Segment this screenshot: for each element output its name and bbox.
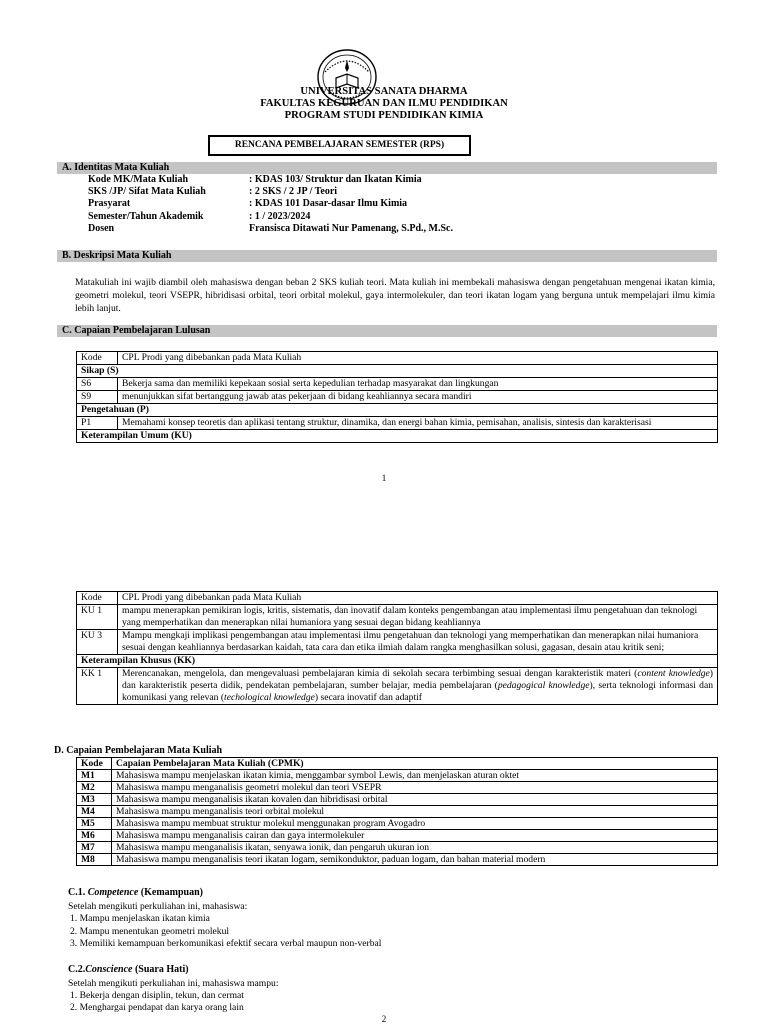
- competence-intro: Setelah mengikuti perkuliahan ini, mahasiswa:: [68, 901, 248, 912]
- table-row: [77, 430, 718, 443]
- table-row: Kode Capaian Pembelajaran Mata Kuliah (CPMK): [77, 758, 718, 770]
- cpl-table-1: [76, 351, 718, 443]
- table-row: M8 Mahasiswa mampu menganalisis teori ikatan logam, semikonduktor, paduan logam, dan bahan material modern: [77, 854, 718, 866]
- section-d-title: D. Capaian Pembelajaran Mata Kuliah: [54, 745, 223, 756]
- table-row: M2 Mahasiswa mampu menganalisis geometri molekul dan teori VSEPR: [77, 782, 718, 794]
- table-row: [77, 404, 718, 417]
- group-pengetahuan: Pengetahuan (P): [77, 404, 718, 417]
- table-row: Kode CPL Prodi yang dibebankan pada Mata Kuliah: [77, 592, 718, 605]
- list-item: 2. Mampu menentukan geometri molekul: [70, 926, 230, 937]
- table-row: P1 Memahami konsep teoretis dan aplikasi tentang struktur, dinamika, dan energi bahan kimia, pemisahan, analisis, sintesis dan karakterisasi: [77, 417, 718, 430]
- table-row: M4 Mahasiswa mampu menganalisis teori orbital molekul: [77, 806, 718, 818]
- list-item: 3. Memiliki kemampuan berkomunikasi efektif secara verbal maupun non-verbal: [70, 938, 382, 949]
- group-keterampilan-umum: Keterampilan Umum (KU): [77, 430, 718, 443]
- identity-row: Prasyarat : KDAS 101 Dasar-dasar Ilmu Kimia: [88, 198, 408, 210]
- table-row: Kode CPL Prodi yang dibebankan pada Mata Kuliah: [77, 352, 718, 365]
- identity-row: Dosen Fransisca Ditawati Nur Pamenang, S.Pd., M.Sc.: [88, 222, 453, 234]
- table-row: KU 3 Mampu mengkaji implikasi pengembangan atau implementasi ilmu pengetahuan dan teknologi yang memperhatikan dan menerapkan nilai humaniora sesuai dengan keahliannya berdasarkan kaidah, tata cara dan etika ilmiah dalam rangka menghasilkan solusi, gagasan, desain atau kritik seni;: [77, 630, 718, 655]
- competence-heading: C.1. Competence (Kemampuan): [68, 887, 204, 898]
- page-number: 1: [381, 473, 387, 483]
- list-item: 1. Mampu menjelaskan ikatan kimia: [70, 913, 210, 924]
- section-c-band: [57, 325, 717, 337]
- section-c-title: C. Capaian Pembelajaran Lulusan: [62, 325, 211, 336]
- document-title-box: RENCANA PEMBELAJARAN SEMESTER (RPS): [208, 135, 471, 156]
- table-row: M7 Mahasiswa mampu menganalisis ikatan, senyawa ionik, dan pengaruh ukuran ion: [77, 842, 718, 854]
- section-a-band: [57, 162, 717, 174]
- conscience-intro: Setelah mengikuti perkuliahan ini, mahasiswa mampu:: [68, 978, 279, 989]
- group-keterampilan-khusus: Keterampilan Khusus (KK): [77, 655, 718, 668]
- identity-row: SKS /JP/ Sifat Mata Kuliah : 2 SKS / 2 JP / Teori: [88, 186, 338, 198]
- table-row: M1 Mahasiswa mampu menjelaskan ikatan kimia, menggambar symbol Lewis, dan menjelaskan aturan oktet: [77, 770, 718, 782]
- table-row: KU 1 mampu menerapkan pemikiran logis, kritis, sistematis, dan inovatif dalam konteks pengembangan atau implementasi ilmu pengetahuan dan teknologi yang memperhatikan dan menerapkan nilai humaniora yang sesuai degan bidang keahliannya: [77, 605, 718, 630]
- kk1-description: Merencanakan, mengelola, dan mengevaluasi pembelajaran kimia di sekolah secara terbimbing sesuai dengan karakteristik materi (content knowledge) dan karakteristik peserta didik, pendekatan pembelajaran, sumber belajar, media pembelajaran (pedagogical knowledge), serta teknologi informasi dan komunikasi yang relevan (techological knowledge) secara inovatif dan adaptif: [118, 668, 718, 705]
- program-name: PROGRAM STUDI PENDIDIKAN KIMIA: [284, 110, 484, 121]
- cpl-table-2: [76, 591, 718, 705]
- cpmk-table: [76, 757, 718, 866]
- table-row: KK 1 Merencanakan, mengelola, dan mengevaluasi pembelajaran kimia di sekolah secara terbimbing sesuai dengan karakteristik materi (content knowledge) dan karakteristik peserta didik, pendekatan pembelajaran, sumber belajar, media pembelajaran (pedagogical knowledge), serta teknologi informasi dan komunikasi yang relevan (techological knowledge) secara inovatif dan adaptif: [77, 668, 718, 705]
- group-sikap: Sikap (S): [77, 365, 718, 378]
- identity-row: Semester/Tahun Akademik : 1 / 2023/2024: [88, 210, 311, 222]
- conscience-heading: C.2.Conscience (Suara Hati): [68, 964, 189, 975]
- faculty-name: FAKULTAS KEGURUAN DAN ILMU PENDIDIKAN: [260, 98, 508, 109]
- section-b-title: B. Deskripsi Mata Kuliah: [62, 250, 172, 261]
- table-row: M3 Mahasiswa mampu menganalisis ikatan kovalen dan hibridisasi orbital: [77, 794, 718, 806]
- table-row: S6 Bekerja sama dan memiliki kepekaan sosial serta kepedulian terhadap masyarakat dan lingkungan: [77, 378, 718, 391]
- table-row: M5 Mahasiswa mampu membuat struktur molekul menggunakan program Avogadro: [77, 818, 718, 830]
- identity-row: Kode MK/Mata Kuliah : KDAS 103/ Struktur dan Ikatan Kimia: [88, 174, 422, 185]
- section-b-band: [57, 250, 717, 262]
- list-item: 2. Menghargai pendapat dan karya orang lain: [70, 1002, 244, 1013]
- table-row: M6 Mahasiswa mampu menganalisis cairan dan gaya intermolekuler: [77, 830, 718, 842]
- page-number: 2: [381, 1014, 387, 1024]
- list-item: 1. Bekerja dengan disiplin, tekun, dan cermat: [70, 990, 244, 1001]
- table-row: [77, 655, 718, 668]
- identity-table: [88, 174, 453, 235]
- table-row: [77, 365, 718, 378]
- section-a-title: A. Identitas Mata Kuliah: [62, 162, 170, 173]
- course-description: Matakuliah ini wajib diambil oleh mahasiswa dengan beban 2 SKS kuliah teori. Mata kuliah ini membekali mahasiswa dengan pengetahuan mengenai ikatan kimia, geometri molekul, teori VSEPR, hibridisasi orbital, teori orbital molekul, gaya intermolekuler, dan teori ikatan logam yang berguna untuk mempelajari ilmu kimia lebih lanjut.: [75, 277, 715, 314]
- university-name: UNIVERSITAS SANATA DHARMA: [300, 86, 468, 97]
- table-row: S9 menunjukkan sifat bertanggung jawab atas pekerjaan di bidang keahliannya secara mandiri: [77, 391, 718, 404]
